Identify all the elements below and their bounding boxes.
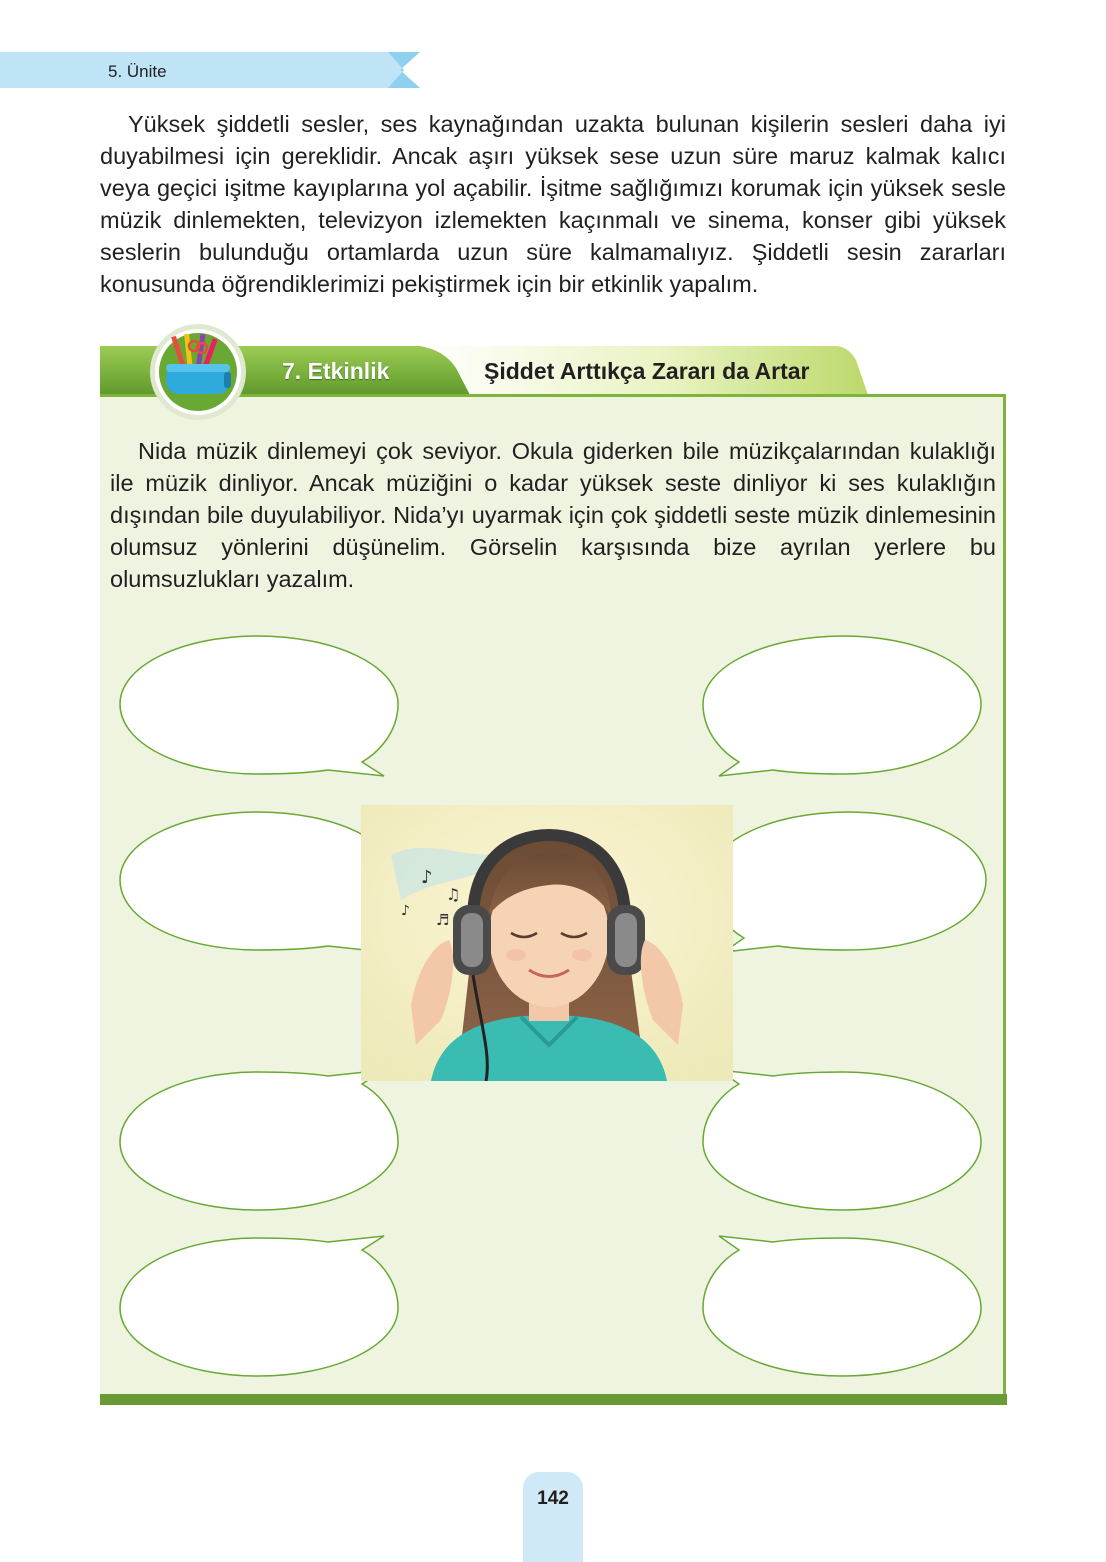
answer-bubble-right-1[interactable] [701,634,983,780]
answer-bubble-left-4[interactable] [118,1232,400,1378]
answer-bubble-left-1[interactable] [118,634,400,780]
answer-bubble-right-3[interactable] [701,1066,983,1212]
activity-number: 7. Etkinlik [282,358,390,384]
activity-border [1003,395,1006,1400]
answer-bubble-left-3[interactable] [118,1066,400,1212]
svg-text:♫: ♫ [446,885,461,904]
unit-band [0,52,420,88]
answer-bubble-left-2[interactable] [118,810,400,956]
intro-paragraph: Yüksek şiddetli sesler, ses kaynağından uzakta bulunan kişilerin sesleri daha iyi duyabilmesi için gereklidir. Ancak aşırı yüksek sese uzun süre maruz kalmak kalıcı veya geçici işitme kayıplarına yol açabilir. İşitme sağlığımızı korumak için yüksek sesle müzik dinlemekten, televizyon izlemekten kaçınmalı ve sinema, konser gibi yüksek seslerin bulunduğu ortamlarda uzun süre kalmamalıyız. Şiddetli sesin zararları konusunda öğrendiklerimizi pekiştirmek için bir etkinlik yapalım. [100,111,1006,297]
girl-with-headphones-image [361,805,733,1081]
page-number-tab [523,1472,583,1562]
answer-bubble-right-4[interactable] [701,1232,983,1378]
answer-bubble-right-2[interactable] [706,810,988,956]
svg-text:♪: ♪ [401,903,410,919]
activity-title: Şiddet Arttıkça Zararı da Artar [484,358,810,384]
activity-bottom-bar [100,1394,1007,1405]
svg-text:♬: ♬ [436,911,450,929]
unit-label: 5. Ünite [108,62,167,81]
activity-instructions: Nida müzik dinlemeyi çok seviyor. Okula giderken bile müzikçalarından kulaklığı ile müzik dinliyor. Ancak müziğini o kadar yüksek seste dinliyor ki ses kulaklığın dışından bile duyulabiliyor. Nida’yı uyarmak için çok şiddetli seste müzik dinlemesinin olumsuz yönlerini düşünelim. Görselin karşısında bize ayrılan yerlere bu olumsuzlukları yazalım. [110,438,996,592]
pencil-case-icon [148,322,248,422]
svg-text:♪: ♪ [421,867,433,888]
page-number: 142 [537,1488,569,1509]
